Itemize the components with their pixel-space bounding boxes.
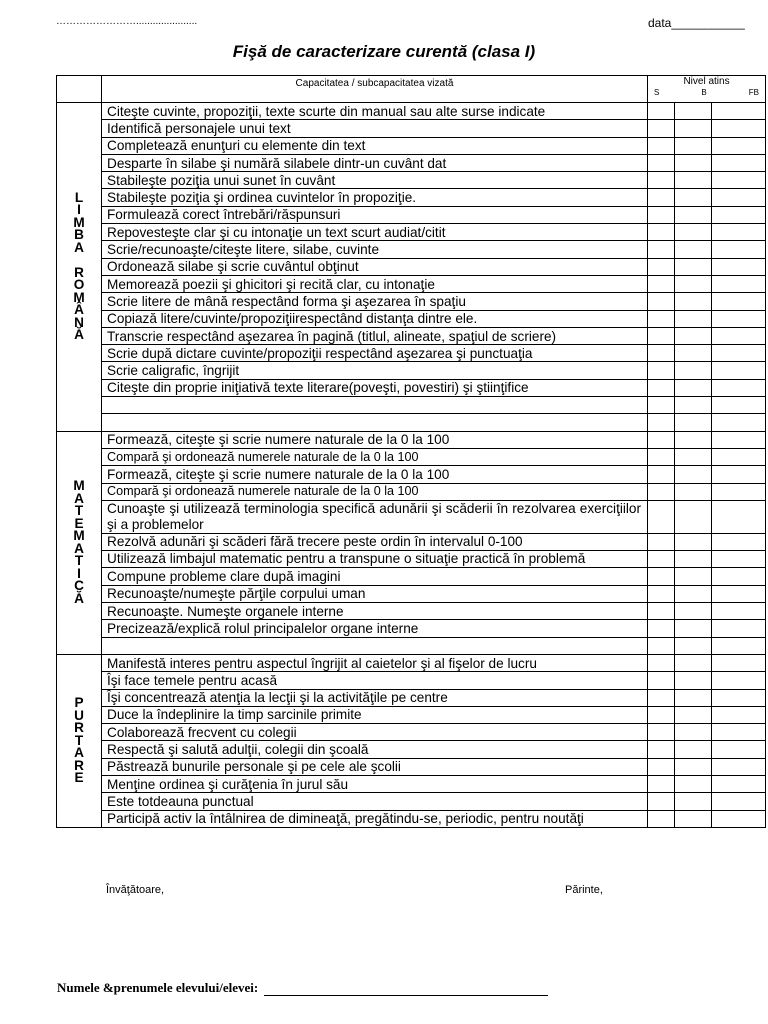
subject-letter: M [73, 289, 85, 305]
competency-text: Participă activ la întâlnirea de dimineaţă, pregătindu-se, periodic, pentru noutăţi [102, 810, 648, 827]
dotted-line: ……………………...................... [56, 16, 198, 27]
level-cell-fb[interactable] [712, 483, 766, 500]
subject-letter: B [74, 227, 84, 243]
level-cell-s[interactable] [648, 466, 675, 483]
level-cell-s[interactable] [648, 120, 675, 137]
table-row [57, 120, 766, 137]
level-cell-b[interactable] [675, 172, 712, 189]
table-row [57, 379, 766, 396]
level-cell-fb[interactable] [712, 741, 766, 758]
competency-text: Menţine ordinea şi curăţenia în jurul său [102, 775, 648, 792]
table-row [57, 637, 766, 654]
level-cell-fb[interactable] [712, 137, 766, 154]
level-cell-s[interactable] [648, 758, 675, 775]
subject-letter: Ă [74, 590, 84, 606]
level-cell-fb[interactable] [712, 258, 766, 275]
level-cell-b[interactable] [675, 120, 712, 137]
subject-letter: E [74, 770, 84, 786]
competency-text: Memorează poezii şi ghicitori şi recită clar, cu intonaţie [102, 275, 648, 292]
level-cell-b[interactable] [675, 758, 712, 775]
level-cell-b[interactable] [675, 672, 712, 689]
level-cell-s[interactable] [648, 724, 675, 741]
level-cell-s[interactable] [648, 189, 675, 206]
competency-text: Transcrie respectând aşezarea în pagină (titlul, alineate, spaţiul de scriere) [102, 327, 648, 344]
competency-text [102, 637, 648, 654]
competency-text: Este totdeauna punctual [102, 793, 648, 810]
level-cell-s[interactable] [648, 431, 675, 448]
table-row [57, 620, 766, 637]
competency-text: Completează enunţuri cu elemente din text [102, 137, 648, 154]
competency-text: Respectă şi salută adulţii, colegii din şcoală [102, 741, 648, 758]
student-name-label: Numele &prenumele elevului/elevei: [57, 980, 259, 995]
table-row [57, 241, 766, 258]
level-cell-b[interactable] [675, 189, 712, 206]
table-row [57, 706, 766, 723]
level-cell-b[interactable] [675, 206, 712, 223]
level-cell-b[interactable] [675, 466, 712, 483]
table-row [57, 310, 766, 327]
level-code-s: S [654, 88, 660, 97]
level-cell-b[interactable] [675, 706, 712, 723]
subject-letter: P [74, 695, 84, 711]
level-cell-fb[interactable] [712, 551, 766, 568]
table-row [57, 137, 766, 154]
competency-text [102, 397, 648, 414]
level-cell-b[interactable] [675, 689, 712, 706]
level-cell-s[interactable] [648, 206, 675, 223]
subject-letter: M [73, 528, 85, 544]
subject-letter: N [74, 314, 84, 330]
subject-letter: T [74, 732, 84, 748]
evaluation-table [56, 75, 766, 828]
level-cell-b[interactable] [675, 568, 712, 585]
table-row [57, 414, 766, 431]
level-cell-fb[interactable] [712, 758, 766, 775]
level-cell-b[interactable] [675, 431, 712, 448]
level-cell-s[interactable] [648, 585, 675, 602]
competency-text: Ordonează silabe şi scrie cuvântul obţinut [102, 258, 648, 275]
table-row [57, 568, 766, 585]
level-cell-fb[interactable] [712, 603, 766, 620]
level-cell-s[interactable] [648, 293, 675, 310]
table-row [57, 448, 766, 465]
level-cell-b[interactable] [675, 224, 712, 241]
level-cell-s[interactable] [648, 810, 675, 827]
level-cell-b[interactable] [675, 483, 712, 500]
subject-label [57, 103, 102, 432]
level-cell-fb[interactable] [712, 672, 766, 689]
level-cell-fb[interactable] [712, 775, 766, 792]
table-row [57, 431, 766, 448]
level-cell-b[interactable] [675, 810, 712, 827]
competency-text: Desparte în silabe şi numără silabele dintr-un cuvânt dat [102, 154, 648, 171]
table-row [57, 466, 766, 483]
level-cell-fb[interactable] [712, 448, 766, 465]
level-cell-s[interactable] [648, 620, 675, 637]
subject-letter: O [73, 277, 85, 293]
level-cell-s[interactable] [648, 793, 675, 810]
table-row [57, 362, 766, 379]
level-cell-b[interactable] [675, 500, 712, 533]
subject-letter: E [74, 515, 84, 531]
table-row [57, 654, 766, 671]
competency-text: Identifică personajele unui text [102, 120, 648, 137]
level-cell-b[interactable] [675, 397, 712, 414]
level-cell-s[interactable] [648, 258, 675, 275]
level-cell-fb[interactable] [712, 275, 766, 292]
subject-letter: C [74, 578, 84, 594]
header-empty-cell [57, 76, 102, 103]
level-cell-fb[interactable] [712, 310, 766, 327]
level-cell-fb[interactable] [712, 224, 766, 241]
level-cell-b[interactable] [675, 533, 712, 550]
level-cell-fb[interactable] [712, 706, 766, 723]
competency-text: Manifestă interes pentru aspectul îngrijit al caietelor şi al fişelor de lucru [102, 654, 648, 671]
competency-text: Păstrează bunurile personale şi pe cele ale şcolii [102, 758, 648, 775]
table-row [57, 397, 766, 414]
level-cell-fb[interactable] [712, 793, 766, 810]
table-header-row [57, 76, 766, 103]
competency-text: Cunoaşte şi utilizează terminologia specifică adunării şi scăderii în rezolvarea exerciţiilor şi a problemelor [102, 500, 648, 533]
level-cell-fb[interactable] [712, 585, 766, 602]
level-cell-fb[interactable] [712, 637, 766, 654]
competency-text: Citeşte cuvinte, propoziţii, texte scurte din manual sau alte surse indicate [102, 103, 648, 120]
level-cell-fb[interactable] [712, 154, 766, 171]
level-cell-s[interactable] [648, 689, 675, 706]
level-cell-b[interactable] [675, 103, 712, 120]
subject-letter: T [74, 503, 84, 519]
teacher-signature-label: Învăţătoare, [106, 884, 165, 896]
level-cell-s[interactable] [648, 345, 675, 362]
competency-text: Precizează/explică rolul principalelor organe interne [102, 620, 648, 637]
subject-letter: M [73, 478, 85, 494]
table-row [57, 258, 766, 275]
date-field[interactable]: data___________ [648, 16, 745, 30]
subject-letter: T [74, 553, 84, 569]
competency-text: Recunoaşte/numeşte părţile corpului uman [102, 585, 648, 602]
level-cell-b[interactable] [675, 154, 712, 171]
subject-letter: Ă [74, 327, 84, 343]
level-cell-s[interactable] [648, 637, 675, 654]
level-cell-fb[interactable] [712, 172, 766, 189]
level-cell-b[interactable] [675, 793, 712, 810]
table-row [57, 741, 766, 758]
level-cell-s[interactable] [648, 672, 675, 689]
level-cell-s[interactable] [648, 137, 675, 154]
level-cell-s[interactable] [648, 172, 675, 189]
page-title: Fişă de caracterizare curentă (clasa I) [232, 42, 536, 61]
competency-text: Compune probleme clare după imagini [102, 568, 648, 585]
level-cell-s[interactable] [648, 775, 675, 792]
level-cell-fb[interactable] [712, 397, 766, 414]
table-row [57, 810, 766, 827]
level-cell-fb[interactable] [712, 414, 766, 431]
level-cell-b[interactable] [675, 551, 712, 568]
level-cell-b[interactable] [675, 137, 712, 154]
competency-text: Scrie caligrafic, îngrijit [102, 362, 648, 379]
level-cell-s[interactable] [648, 568, 675, 585]
subject-letter: A [74, 239, 84, 255]
level-cell-fb[interactable] [712, 241, 766, 258]
competency-text [102, 414, 648, 431]
table-row [57, 327, 766, 344]
subject-letter: A [74, 540, 84, 556]
level-cell-fb[interactable] [712, 500, 766, 533]
competency-text: Stabileşte poziţia şi ordinea cuvintelor în propoziţie. [102, 189, 648, 206]
level-cell-fb[interactable] [712, 620, 766, 637]
level-cell-s[interactable] [648, 448, 675, 465]
table-row [57, 172, 766, 189]
competency-text: Compară şi ordonează numerele naturale de la 0 la 100 [102, 448, 648, 465]
table-row [57, 775, 766, 792]
subject-letter: I [77, 202, 81, 218]
level-cell-b[interactable] [675, 362, 712, 379]
level-cell-fb[interactable] [712, 533, 766, 550]
level-cell-b[interactable] [675, 379, 712, 396]
competency-text: Îşi face temele pentru acasă [102, 672, 648, 689]
competency-text: Compară şi ordonează numerele naturale de la 0 la 100 [102, 483, 648, 500]
level-header-label: Nivel atins [683, 76, 730, 87]
level-cell-b[interactable] [675, 310, 712, 327]
competency-text: Stabileşte poziţia unui sunet în cuvânt [102, 172, 648, 189]
level-cell-b[interactable] [675, 275, 712, 292]
competency-text: Colaborează frecvent cu colegii [102, 724, 648, 741]
level-cell-fb[interactable] [712, 293, 766, 310]
level-cell-b[interactable] [675, 603, 712, 620]
level-cell-s[interactable] [648, 327, 675, 344]
level-cell-fb[interactable] [712, 810, 766, 827]
table-row [57, 189, 766, 206]
level-cell-b[interactable] [675, 293, 712, 310]
subject-letter: A [74, 745, 84, 761]
level-cell-b[interactable] [675, 775, 712, 792]
level-cell-fb[interactable] [712, 120, 766, 137]
table-row [57, 603, 766, 620]
level-cell-s[interactable] [648, 603, 675, 620]
competency-text: Repovesteşte clar şi cu intonaţie un text scurt audiat/citit [102, 224, 648, 241]
level-cell-s[interactable] [648, 103, 675, 120]
level-cell-s[interactable] [648, 533, 675, 550]
level-cell-b[interactable] [675, 241, 712, 258]
subject-letter: L [74, 189, 84, 205]
subject-letter: R [74, 757, 84, 773]
level-cell-b[interactable] [675, 654, 712, 671]
level-cell-b[interactable] [675, 724, 712, 741]
level-cell-b[interactable] [675, 327, 712, 344]
level-cell-b[interactable] [675, 414, 712, 431]
level-cell-fb[interactable] [712, 345, 766, 362]
level-cell-fb[interactable] [712, 654, 766, 671]
level-cell-b[interactable] [675, 258, 712, 275]
level-cell-b[interactable] [675, 585, 712, 602]
competency-text: Citeşte din proprie iniţiativă texte literare(poveşti, povestiri) şi ştiinţifice [102, 379, 648, 396]
level-cell-b[interactable] [675, 448, 712, 465]
subject-letter: I [77, 565, 81, 581]
level-cell-s[interactable] [648, 397, 675, 414]
level-cell-fb[interactable] [712, 362, 766, 379]
level-cell-b[interactable] [675, 741, 712, 758]
subject-label [57, 654, 102, 827]
level-cell-s[interactable] [648, 310, 675, 327]
table-row [57, 103, 766, 120]
subject-letter: U [74, 707, 84, 723]
table-row [57, 533, 766, 550]
student-name-blank[interactable] [264, 982, 548, 996]
level-cell-s[interactable] [648, 362, 675, 379]
competency-text: Duce la îndeplinire la timp sarcinile primite [102, 706, 648, 723]
level-cell-b[interactable] [675, 620, 712, 637]
level-cell-fb[interactable] [712, 327, 766, 344]
table-row [57, 793, 766, 810]
subject-letter: M [73, 214, 85, 230]
competency-text: Copiază litere/cuvinte/propoziţiirespectând distanţa dintre ele. [102, 310, 648, 327]
table-row [57, 224, 766, 241]
level-cell-s[interactable] [648, 154, 675, 171]
level-cell-s[interactable] [648, 706, 675, 723]
level-cell-s[interactable] [648, 241, 675, 258]
capacity-column-header: Capacitatea / subcapacitatea vizată [102, 76, 648, 103]
level-cell-s[interactable] [648, 379, 675, 396]
competency-text: Recunoaşte. Numeşte organele interne [102, 603, 648, 620]
level-cell-fb[interactable] [712, 724, 766, 741]
table-row [57, 154, 766, 171]
level-cell-fb[interactable] [712, 466, 766, 483]
level-cell-s[interactable] [648, 224, 675, 241]
table-row [57, 672, 766, 689]
competency-text: Formează, citeşte şi scrie numere naturale de la 0 la 100 [102, 466, 648, 483]
level-cell-s[interactable] [648, 275, 675, 292]
subject-letter: A [74, 490, 84, 506]
subject-letter: Â [74, 302, 84, 318]
level-code-b: B [701, 88, 707, 97]
level-cell-fb[interactable] [712, 689, 766, 706]
table-row [57, 585, 766, 602]
level-column-header [648, 76, 766, 103]
competency-text: Scrie după dictare cuvinte/propoziţii respectând aşezarea şi punctuaţia [102, 345, 648, 362]
competency-text: Îşi concentrează atenţia la lecţii şi la activităţile pe centre [102, 689, 648, 706]
level-cell-s[interactable] [648, 741, 675, 758]
table-row [57, 500, 766, 533]
competency-text: Scrie litere de mână respectând forma şi aşezarea în spaţiu [102, 293, 648, 310]
competency-text: Utilizează limbajul matematic pentru a transpune o situaţie practică în problemă [102, 551, 648, 568]
subject-letter: R [74, 264, 84, 280]
competency-text: Formulează corect întrebări/răspunsuri [102, 206, 648, 223]
level-cell-s[interactable] [648, 551, 675, 568]
level-cell-s[interactable] [648, 483, 675, 500]
level-cell-b[interactable] [675, 637, 712, 654]
table-row [57, 345, 766, 362]
table-row [57, 275, 766, 292]
competency-text: Formează, citeşte şi scrie numere naturale de la 0 la 100 [102, 431, 648, 448]
table-row [57, 293, 766, 310]
level-cell-fb[interactable] [712, 568, 766, 585]
level-code-fb: FB [748, 88, 760, 97]
table-row [57, 689, 766, 706]
competency-text: Scrie/recunoaşte/citeşte litere, silabe, cuvinte [102, 241, 648, 258]
subject-letter: R [74, 720, 84, 736]
table-row [57, 206, 766, 223]
subject-label [57, 431, 102, 654]
level-cell-fb[interactable] [712, 431, 766, 448]
level-cell-s[interactable] [648, 414, 675, 431]
parent-signature-label: Părinte, [565, 884, 603, 896]
table-row [57, 758, 766, 775]
level-cell-fb[interactable] [712, 103, 766, 120]
table-row [57, 483, 766, 500]
table-row [57, 551, 766, 568]
level-cell-fb[interactable] [712, 206, 766, 223]
table-row [57, 724, 766, 741]
level-cell-fb[interactable] [712, 379, 766, 396]
level-cell-fb[interactable] [712, 189, 766, 206]
level-codes [648, 87, 765, 98]
level-cell-b[interactable] [675, 345, 712, 362]
level-cell-s[interactable] [648, 500, 675, 533]
student-name-line [57, 980, 548, 996]
level-cell-s[interactable] [648, 654, 675, 671]
competency-text: Rezolvă adunări şi scăderi fără trecere peste ordin în intervalul 0-100 [102, 533, 648, 550]
